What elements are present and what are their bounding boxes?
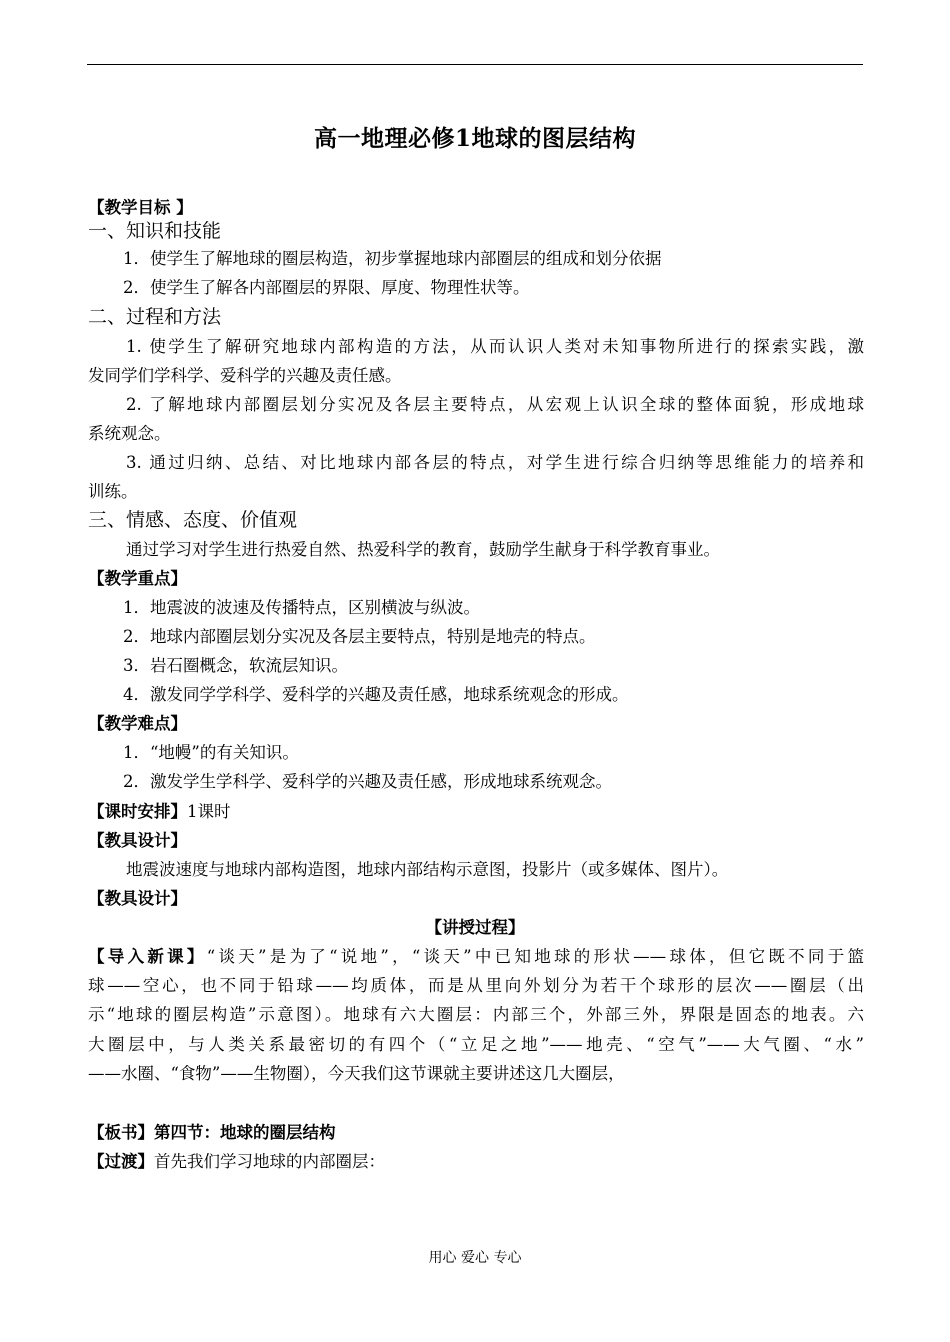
intro-line-1 bbox=[88, 946, 864, 968]
difficulties-header: 【教学难点】 bbox=[88, 714, 187, 733]
intro-label: 【导入新课】 bbox=[88, 947, 207, 966]
section2-p3-line1: 3. 通过归纳、总结、对比地球内部各层的特点，对学生进行综合归纳等思维能力的培养和 bbox=[126, 453, 864, 472]
key-points-header: 【教学重点】 bbox=[88, 569, 187, 588]
section1-heading: 一、知识和技能 bbox=[88, 220, 222, 242]
intro-line-1-text: “谈天”是为了“说地”，“谈天”中已知地球的形状——球体，但它既不同于篮 bbox=[206, 947, 864, 966]
transition-label: 【过渡】 bbox=[88, 1152, 154, 1171]
board-label: 【板书】 bbox=[88, 1123, 154, 1142]
intro-line-2: 球——空心，也不同于铅球——均质体，而是从里向外划分为若干个球形的层次——圈层（出 bbox=[88, 976, 864, 995]
schedule-header: 【课时安排】 bbox=[88, 802, 187, 821]
process-header: 【讲授过程】 bbox=[425, 918, 525, 937]
intro-line-4: 大圈层中，与人类关系最密切的有四个（“立足之地”——地壳、“空气”——大气圈、“水” bbox=[88, 1035, 864, 1054]
transition-text: 首先我们学习地球的内部圈层： bbox=[154, 1152, 385, 1171]
tools-header-2: 【教具设计】 bbox=[88, 889, 187, 908]
intro-line-3: 示“地球的圈层构造”示意图）。地球有六大圈层：内部三个，外部三外，界限是固态的地表。六 bbox=[88, 1005, 864, 1024]
intro-line-5: ——水圈、“食物”——生物圈），今天我们这节课就主要讲述这几大圈层， bbox=[88, 1064, 625, 1083]
section3-text: 通过学习对学生进行热爱自然、热爱科学的教育，鼓励学生献身于科学教育事业。 bbox=[126, 540, 720, 559]
section3-heading: 三、情感、态度、价值观 bbox=[88, 509, 298, 531]
key-point-1: 1．地震波的波速及传播特点，区别横波与纵波。 bbox=[123, 598, 480, 617]
key-point-3: 3．岩石圈概念，软流层知识。 bbox=[123, 656, 348, 675]
transition-line bbox=[88, 1151, 864, 1173]
schedule-value: 1课时 bbox=[187, 802, 231, 821]
tools-header: 【教具设计】 bbox=[88, 831, 187, 850]
section1-item-2: 2．使学生了解各内部圈层的界限、厚度、物理性状等。 bbox=[123, 278, 530, 297]
section2-heading: 二、过程和方法 bbox=[88, 306, 222, 328]
board-line bbox=[88, 1122, 864, 1144]
document-title: 高一地理必修1地球的图层结构 bbox=[313, 125, 636, 152]
tools-text: 地震波速度与地球内部构造图，地球内部结构示意图，投影片（或多媒体、图片）。 bbox=[126, 860, 729, 879]
page-footer: 用心 爱心 专心 bbox=[428, 1250, 522, 1266]
board-text: 第四节：地球的圈层结构 bbox=[154, 1123, 336, 1142]
section1-item-1: 1．使学生了解地球的圈层构造，初步掌握地球内部圈层的组成和划分依据 bbox=[123, 249, 662, 268]
schedule-line bbox=[88, 801, 864, 823]
difficulty-1: 1．“地幔”的有关知识。 bbox=[123, 743, 299, 762]
section2-p3-line2: 训练。 bbox=[88, 482, 138, 501]
difficulty-2: 2．激发学生学科学、爱科学的兴趣及责任感，形成地球系统观念。 bbox=[123, 772, 612, 791]
section2-p2-line1: 2. 了解地球内部圈层划分实况及各层主要特点，从宏观上认识全球的整体面貌，形成地球 bbox=[126, 395, 864, 414]
header-rule bbox=[87, 64, 863, 65]
section2-p2-line2: 系统观念。 bbox=[88, 424, 171, 443]
key-point-4: 4．激发同学学科学、爱科学的兴趣及责任感，地球系统观念的形成。 bbox=[123, 685, 629, 704]
key-point-2: 2．地球内部圈层划分实况及各层主要特点，特别是地壳的特点。 bbox=[123, 627, 596, 646]
section2-p1-line2: 发同学们学科学、爱科学的兴趣及责任感。 bbox=[88, 366, 402, 385]
objectives-header: 【教学目标 】 bbox=[88, 198, 193, 217]
section2-p1-line1: 1. 使学生了解研究地球内部构造的方法，从而认识人类对未知事物所进行的探索实践，激 bbox=[126, 337, 864, 356]
